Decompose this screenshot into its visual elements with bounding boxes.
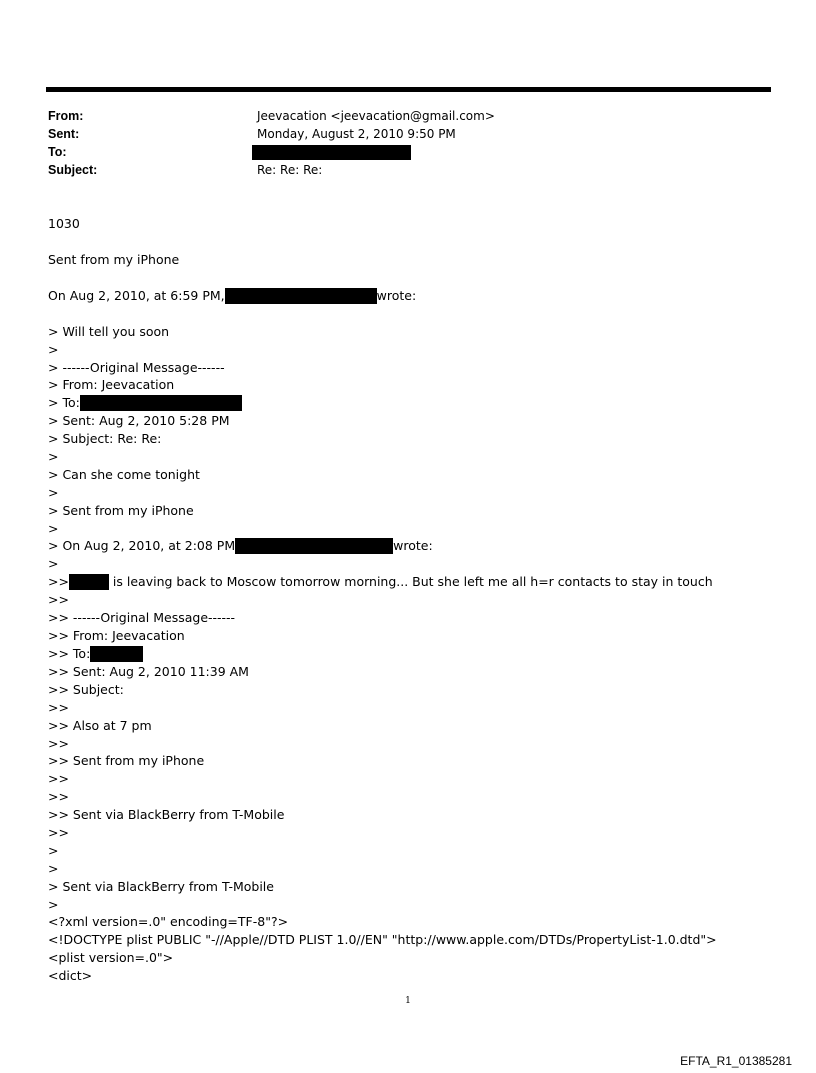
body-line: >	[48, 861, 59, 876]
from-value: Jeevacation <jeevacation@gmail.com>	[257, 109, 495, 123]
name-redaction	[69, 574, 109, 590]
body-line: 1030	[48, 216, 80, 231]
quote-header-text: > On Aug 2, 2010, at 2:08 PM	[48, 538, 236, 553]
body-line: > Will tell you soon	[48, 324, 170, 339]
sent-value: Monday, August 2, 2010 9:50 PM	[257, 127, 456, 141]
body-line: >	[48, 521, 59, 536]
body-line: <plist version=.0">	[48, 950, 174, 965]
body-line-message	[48, 574, 713, 590]
body-line: > Subject: Re: Re:	[48, 431, 162, 446]
body-line: >> From: Jeevacation	[48, 628, 185, 643]
from-label: From:	[48, 109, 84, 123]
body-line: <?xml version=.0" encoding=TF-8"?>	[48, 914, 289, 929]
body-line: >>	[48, 592, 69, 607]
body-line: >>	[48, 825, 69, 840]
page-number: 1	[405, 996, 411, 1006]
message-text: is leaving back to Moscow tomorrow morning... But she left me all h=r contacts to stay in touch	[108, 574, 713, 589]
subject-value: Re: Re: Re:	[257, 163, 323, 177]
body-line: >> Sent: Aug 2, 2010 11:39 AM	[48, 664, 249, 679]
quote-marker: >>	[48, 574, 69, 589]
body-line: > Can she come tonight	[48, 467, 200, 482]
recipient-redaction	[80, 395, 242, 411]
body-line-quote-header	[48, 538, 433, 554]
body-line-to	[48, 646, 143, 662]
body-line: >	[48, 449, 59, 464]
to-text: >> To:	[48, 646, 91, 661]
body-line: >>	[48, 700, 69, 715]
body-line: >>	[48, 789, 69, 804]
body-line: > Sent via BlackBerry from T-Mobile	[48, 879, 274, 894]
body-line: > From: Jeevacation	[48, 377, 175, 392]
document-id: EFTA_R1_01385281	[680, 1054, 792, 1068]
body-line: >	[48, 556, 59, 571]
body-line: >	[48, 843, 59, 858]
body-line: >	[48, 897, 59, 912]
body-line: >> ------Original Message------	[48, 610, 236, 625]
body-line: >	[48, 342, 59, 357]
body-line: >> Sent from my iPhone	[48, 753, 205, 768]
recipient-redaction	[90, 646, 143, 662]
to-label: To:	[48, 145, 67, 159]
body-line: > Sent: Aug 2, 2010 5:28 PM	[48, 413, 230, 428]
body-line: >> Subject:	[48, 682, 124, 697]
body-line-quote-header	[48, 288, 416, 304]
body-line: >>	[48, 736, 69, 751]
subject-label: Subject:	[48, 163, 98, 177]
body-line: > ------Original Message------	[48, 360, 225, 375]
to-redaction	[252, 145, 411, 160]
sender-redaction	[225, 288, 377, 304]
body-line-to	[48, 395, 242, 411]
body-line: >>	[48, 771, 69, 786]
body-line: > Sent from my iPhone	[48, 503, 194, 518]
header-rule	[46, 87, 771, 92]
body-line: <!DOCTYPE plist PUBLIC "-//Apple//DTD PLIST 1.0//EN" "http://www.apple.com/DTDs/PropertyList-1.0.dtd">	[48, 932, 717, 947]
to-text: > To:	[48, 395, 80, 410]
body-line: <dict>	[48, 968, 93, 983]
body-line: Sent from my iPhone	[48, 252, 180, 267]
sent-label: Sent:	[48, 127, 80, 141]
quote-header-text: On Aug 2, 2010, at 6:59 PM,	[48, 288, 225, 303]
body-line: >> Also at 7 pm	[48, 718, 152, 733]
sender-redaction	[235, 538, 393, 554]
body-line: >> Sent via BlackBerry from T-Mobile	[48, 807, 285, 822]
body-line: >	[48, 485, 59, 500]
quote-header-wrote: wrote:	[376, 288, 417, 303]
quote-header-wrote: wrote:	[393, 538, 433, 553]
